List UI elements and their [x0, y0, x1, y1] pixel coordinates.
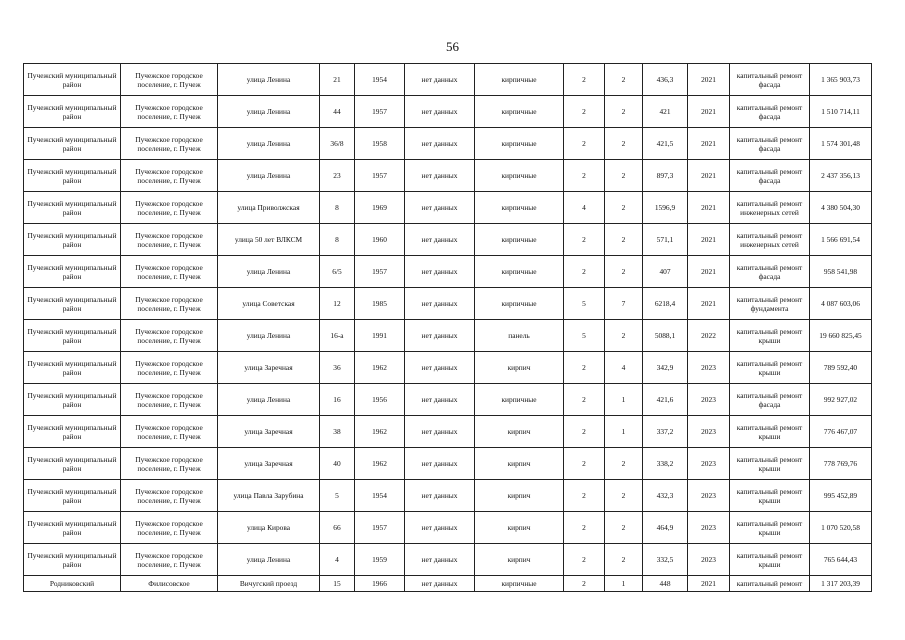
work-type-cell: капитальный ремонт крыши: [730, 416, 810, 448]
wall-material-cell: кирпичные: [475, 288, 564, 320]
floors-cell: 2: [564, 544, 605, 576]
year-planned-cell: 2021: [688, 224, 730, 256]
wall-material-cell: кирпичные: [475, 64, 564, 96]
work-type-cell: капитальный ремонт фасада: [730, 384, 810, 416]
table-row: [24, 576, 872, 592]
wall-material-cell: кирпичные: [475, 128, 564, 160]
data-status-cell: нет данных: [405, 192, 475, 224]
work-type-cell: капитальный ремонт фасада: [730, 96, 810, 128]
year-built-cell: 1956: [355, 384, 405, 416]
district-cell: Пучежский муниципальный район: [24, 288, 121, 320]
area-cell: 432,3: [643, 480, 688, 512]
settlement-cell: Пучежское городское поселение, г. Пучеж: [121, 256, 218, 288]
table-row: [24, 480, 872, 512]
street-cell: улица Ленина: [218, 544, 320, 576]
table-row: [24, 128, 872, 160]
floors-cell: 4: [564, 192, 605, 224]
street-cell: улица Ленина: [218, 64, 320, 96]
entrances-cell: 2: [605, 320, 643, 352]
house-number-cell: 6/5: [320, 256, 355, 288]
wall-material-cell: кирпичные: [475, 192, 564, 224]
house-number-cell: 44: [320, 96, 355, 128]
table-row: [24, 64, 872, 96]
floors-cell: 5: [564, 320, 605, 352]
year-planned-cell: 2021: [688, 160, 730, 192]
table-body: [24, 64, 872, 592]
wall-material-cell: кирпичные: [475, 96, 564, 128]
settlement-cell: Пучежское городское поселение, г. Пучеж: [121, 480, 218, 512]
cost-cell: 1 365 903,73: [810, 64, 872, 96]
house-number-cell: 16: [320, 384, 355, 416]
street-cell: улица Приволжская: [218, 192, 320, 224]
cost-cell: 1 574 301,48: [810, 128, 872, 160]
area-cell: 571,1: [643, 224, 688, 256]
floors-cell: 2: [564, 96, 605, 128]
floors-cell: 2: [564, 128, 605, 160]
house-number-cell: 8: [320, 224, 355, 256]
cost-cell: 1 510 714,11: [810, 96, 872, 128]
floors-cell: 2: [564, 256, 605, 288]
settlement-cell: Пучежское городское поселение, г. Пучеж: [121, 544, 218, 576]
year-built-cell: 1957: [355, 256, 405, 288]
floors-cell: 2: [564, 64, 605, 96]
house-number-cell: 36/8: [320, 128, 355, 160]
data-status-cell: нет данных: [405, 64, 475, 96]
year-built-cell: 1959: [355, 544, 405, 576]
district-cell: Пучежский муниципальный район: [24, 224, 121, 256]
year-built-cell: 1960: [355, 224, 405, 256]
district-cell: Пучежский муниципальный район: [24, 544, 121, 576]
entrances-cell: 2: [605, 512, 643, 544]
floors-cell: 2: [564, 416, 605, 448]
data-status-cell: нет данных: [405, 448, 475, 480]
floors-cell: 2: [564, 352, 605, 384]
table-row: [24, 192, 872, 224]
year-built-cell: 1958: [355, 128, 405, 160]
cost-cell: 2 437 356,13: [810, 160, 872, 192]
cost-cell: 995 452,89: [810, 480, 872, 512]
settlement-cell: Пучежское городское поселение, г. Пучеж: [121, 64, 218, 96]
year-built-cell: 1962: [355, 352, 405, 384]
district-cell: Пучежский муниципальный район: [24, 160, 121, 192]
cost-cell: 765 644,43: [810, 544, 872, 576]
district-cell: Пучежский муниципальный район: [24, 128, 121, 160]
year-built-cell: 1991: [355, 320, 405, 352]
year-built-cell: 1957: [355, 160, 405, 192]
area-cell: 421,5: [643, 128, 688, 160]
street-cell: улица Ленина: [218, 128, 320, 160]
year-planned-cell: 2021: [688, 96, 730, 128]
year-planned-cell: 2021: [688, 576, 730, 592]
settlement-cell: Филисовское: [121, 576, 218, 592]
street-cell: улица Ленина: [218, 96, 320, 128]
year-planned-cell: 2023: [688, 448, 730, 480]
entrances-cell: 2: [605, 96, 643, 128]
entrances-cell: 2: [605, 256, 643, 288]
area-cell: 337,2: [643, 416, 688, 448]
street-cell: улица Павла Зарубина: [218, 480, 320, 512]
cost-cell: 1 566 691,54: [810, 224, 872, 256]
district-cell: Пучежский муниципальный район: [24, 192, 121, 224]
year-built-cell: 1954: [355, 64, 405, 96]
floors-cell: 2: [564, 160, 605, 192]
year-built-cell: 1954: [355, 480, 405, 512]
house-number-cell: 15: [320, 576, 355, 592]
year-built-cell: 1985: [355, 288, 405, 320]
settlement-cell: Пучежское городское поселение, г. Пучеж: [121, 96, 218, 128]
year-planned-cell: 2022: [688, 320, 730, 352]
work-type-cell: капитальный ремонт фундамента: [730, 288, 810, 320]
work-type-cell: капитальный ремонт инженерных сетей: [730, 224, 810, 256]
table-row: [24, 288, 872, 320]
entrances-cell: 2: [605, 448, 643, 480]
settlement-cell: Пучежское городское поселение, г. Пучеж: [121, 512, 218, 544]
wall-material-cell: панель: [475, 320, 564, 352]
floors-cell: 5: [564, 288, 605, 320]
data-status-cell: нет данных: [405, 288, 475, 320]
floors-cell: 2: [564, 384, 605, 416]
floors-cell: 2: [564, 512, 605, 544]
data-status-cell: нет данных: [405, 544, 475, 576]
table-row: [24, 544, 872, 576]
entrances-cell: 1: [605, 416, 643, 448]
year-built-cell: 1962: [355, 448, 405, 480]
data-status-cell: нет данных: [405, 512, 475, 544]
area-cell: 338,2: [643, 448, 688, 480]
table-row: [24, 160, 872, 192]
floors-cell: 2: [564, 448, 605, 480]
district-cell: Пучежский муниципальный район: [24, 448, 121, 480]
table-row: [24, 256, 872, 288]
street-cell: улица Ленина: [218, 160, 320, 192]
table-row: [24, 320, 872, 352]
entrances-cell: 1: [605, 576, 643, 592]
table-row: [24, 512, 872, 544]
wall-material-cell: кирпичные: [475, 224, 564, 256]
work-type-cell: капитальный ремонт крыши: [730, 512, 810, 544]
area-cell: 448: [643, 576, 688, 592]
year-planned-cell: 2021: [688, 64, 730, 96]
floors-cell: 2: [564, 224, 605, 256]
district-cell: Пучежский муниципальный район: [24, 96, 121, 128]
street-cell: улица Ленина: [218, 384, 320, 416]
district-cell: Пучежский муниципальный район: [24, 352, 121, 384]
data-status-cell: нет данных: [405, 480, 475, 512]
district-cell: Пучежский муниципальный район: [24, 256, 121, 288]
data-status-cell: нет данных: [405, 128, 475, 160]
district-cell: Пучежский муниципальный район: [24, 416, 121, 448]
cost-cell: 1 070 520,58: [810, 512, 872, 544]
table-row: [24, 416, 872, 448]
house-number-cell: 38: [320, 416, 355, 448]
street-cell: улица Советская: [218, 288, 320, 320]
year-planned-cell: 2023: [688, 544, 730, 576]
area-cell: 421: [643, 96, 688, 128]
street-cell: улица 50 лет ВЛКСМ: [218, 224, 320, 256]
house-number-cell: 66: [320, 512, 355, 544]
year-built-cell: 1957: [355, 96, 405, 128]
district-cell: Пучежский муниципальный район: [24, 320, 121, 352]
house-number-cell: 16-а: [320, 320, 355, 352]
year-planned-cell: 2023: [688, 480, 730, 512]
house-number-cell: 21: [320, 64, 355, 96]
area-cell: 342,9: [643, 352, 688, 384]
year-planned-cell: 2023: [688, 384, 730, 416]
year-planned-cell: 2021: [688, 192, 730, 224]
settlement-cell: Пучежское городское поселение, г. Пучеж: [121, 384, 218, 416]
street-cell: улица Ленина: [218, 320, 320, 352]
cost-cell: 1 317 203,39: [810, 576, 872, 592]
area-cell: 436,3: [643, 64, 688, 96]
street-cell: улица Заречная: [218, 416, 320, 448]
work-type-cell: капитальный ремонт крыши: [730, 448, 810, 480]
work-type-cell: капитальный ремонт фасада: [730, 256, 810, 288]
cost-cell: 789 592,40: [810, 352, 872, 384]
year-planned-cell: 2023: [688, 416, 730, 448]
entrances-cell: 2: [605, 544, 643, 576]
data-status-cell: нет данных: [405, 256, 475, 288]
cost-cell: 19 660 825,45: [810, 320, 872, 352]
data-status-cell: нет данных: [405, 320, 475, 352]
settlement-cell: Пучежское городское поселение, г. Пучеж: [121, 448, 218, 480]
district-cell: Пучежский муниципальный район: [24, 512, 121, 544]
house-number-cell: 12: [320, 288, 355, 320]
data-status-cell: нет данных: [405, 576, 475, 592]
street-cell: улица Заречная: [218, 448, 320, 480]
area-cell: 407: [643, 256, 688, 288]
settlement-cell: Пучежское городское поселение, г. Пучеж: [121, 288, 218, 320]
street-cell: улица Ленина: [218, 256, 320, 288]
data-status-cell: нет данных: [405, 384, 475, 416]
year-built-cell: 1962: [355, 416, 405, 448]
entrances-cell: 2: [605, 128, 643, 160]
entrances-cell: 2: [605, 64, 643, 96]
house-number-cell: 40: [320, 448, 355, 480]
entrances-cell: 2: [605, 480, 643, 512]
wall-material-cell: кирпич: [475, 448, 564, 480]
house-number-cell: 4: [320, 544, 355, 576]
work-type-cell: капитальный ремонт: [730, 576, 810, 592]
work-type-cell: капитальный ремонт крыши: [730, 544, 810, 576]
work-type-cell: капитальный ремонт фасада: [730, 64, 810, 96]
year-built-cell: 1966: [355, 576, 405, 592]
cost-cell: 776 467,07: [810, 416, 872, 448]
area-cell: 897,3: [643, 160, 688, 192]
street-cell: улица Заречная: [218, 352, 320, 384]
area-cell: 5088,1: [643, 320, 688, 352]
year-built-cell: 1969: [355, 192, 405, 224]
house-number-cell: 23: [320, 160, 355, 192]
data-status-cell: нет данных: [405, 160, 475, 192]
year-planned-cell: 2021: [688, 128, 730, 160]
settlement-cell: Пучежское городское поселение, г. Пучеж: [121, 320, 218, 352]
house-number-cell: 8: [320, 192, 355, 224]
entrances-cell: 7: [605, 288, 643, 320]
page-number: 56: [446, 39, 459, 54]
work-type-cell: капитальный ремонт фасада: [730, 128, 810, 160]
district-cell: Пучежский муниципальный район: [24, 480, 121, 512]
area-cell: 1596,9: [643, 192, 688, 224]
house-number-cell: 5: [320, 480, 355, 512]
data-status-cell: нет данных: [405, 224, 475, 256]
year-planned-cell: 2023: [688, 352, 730, 384]
work-type-cell: капитальный ремонт крыши: [730, 480, 810, 512]
entrances-cell: 4: [605, 352, 643, 384]
work-type-cell: капитальный ремонт крыши: [730, 352, 810, 384]
wall-material-cell: кирпич: [475, 544, 564, 576]
street-cell: Вичугский проезд: [218, 576, 320, 592]
house-number-cell: 36: [320, 352, 355, 384]
table-row: [24, 448, 872, 480]
data-status-cell: нет данных: [405, 352, 475, 384]
district-cell: Родниковский: [24, 576, 121, 592]
year-planned-cell: 2021: [688, 288, 730, 320]
table-row: [24, 384, 872, 416]
entrances-cell: 2: [605, 224, 643, 256]
area-cell: 464,9: [643, 512, 688, 544]
table-row: [24, 352, 872, 384]
wall-material-cell: кирпичные: [475, 384, 564, 416]
floors-cell: 2: [564, 576, 605, 592]
cost-cell: 778 769,76: [810, 448, 872, 480]
wall-material-cell: кирпичные: [475, 256, 564, 288]
cost-cell: 4 087 603,06: [810, 288, 872, 320]
floors-cell: 2: [564, 480, 605, 512]
wall-material-cell: кирпичные: [475, 160, 564, 192]
wall-material-cell: кирпич: [475, 352, 564, 384]
wall-material-cell: кирпич: [475, 480, 564, 512]
settlement-cell: Пучежское городское поселение, г. Пучеж: [121, 352, 218, 384]
wall-material-cell: кирпичные: [475, 576, 564, 592]
year-built-cell: 1957: [355, 512, 405, 544]
work-type-cell: капитальный ремонт фасада: [730, 160, 810, 192]
table-row: [24, 96, 872, 128]
area-cell: 421,6: [643, 384, 688, 416]
data-status-cell: нет данных: [405, 416, 475, 448]
repair-program-table: [23, 63, 872, 592]
work-type-cell: капитальный ремонт инженерных сетей: [730, 192, 810, 224]
table-row: [24, 224, 872, 256]
settlement-cell: Пучежское городское поселение, г. Пучеж: [121, 192, 218, 224]
area-cell: 332,5: [643, 544, 688, 576]
settlement-cell: Пучежское городское поселение, г. Пучеж: [121, 224, 218, 256]
cost-cell: 4 380 504,30: [810, 192, 872, 224]
data-status-cell: нет данных: [405, 96, 475, 128]
cost-cell: 992 927,02: [810, 384, 872, 416]
work-type-cell: капитальный ремонт крыши: [730, 320, 810, 352]
entrances-cell: 2: [605, 192, 643, 224]
settlement-cell: Пучежское городское поселение, г. Пучеж: [121, 160, 218, 192]
district-cell: Пучежский муниципальный район: [24, 64, 121, 96]
district-cell: Пучежский муниципальный район: [24, 384, 121, 416]
area-cell: 6218,4: [643, 288, 688, 320]
entrances-cell: 2: [605, 160, 643, 192]
settlement-cell: Пучежское городское поселение, г. Пучеж: [121, 416, 218, 448]
cost-cell: 958 541,98: [810, 256, 872, 288]
year-planned-cell: 2021: [688, 256, 730, 288]
wall-material-cell: кирпич: [475, 512, 564, 544]
year-planned-cell: 2023: [688, 512, 730, 544]
street-cell: улица Кирова: [218, 512, 320, 544]
entrances-cell: 1: [605, 384, 643, 416]
wall-material-cell: кирпич: [475, 416, 564, 448]
settlement-cell: Пучежское городское поселение, г. Пучеж: [121, 128, 218, 160]
